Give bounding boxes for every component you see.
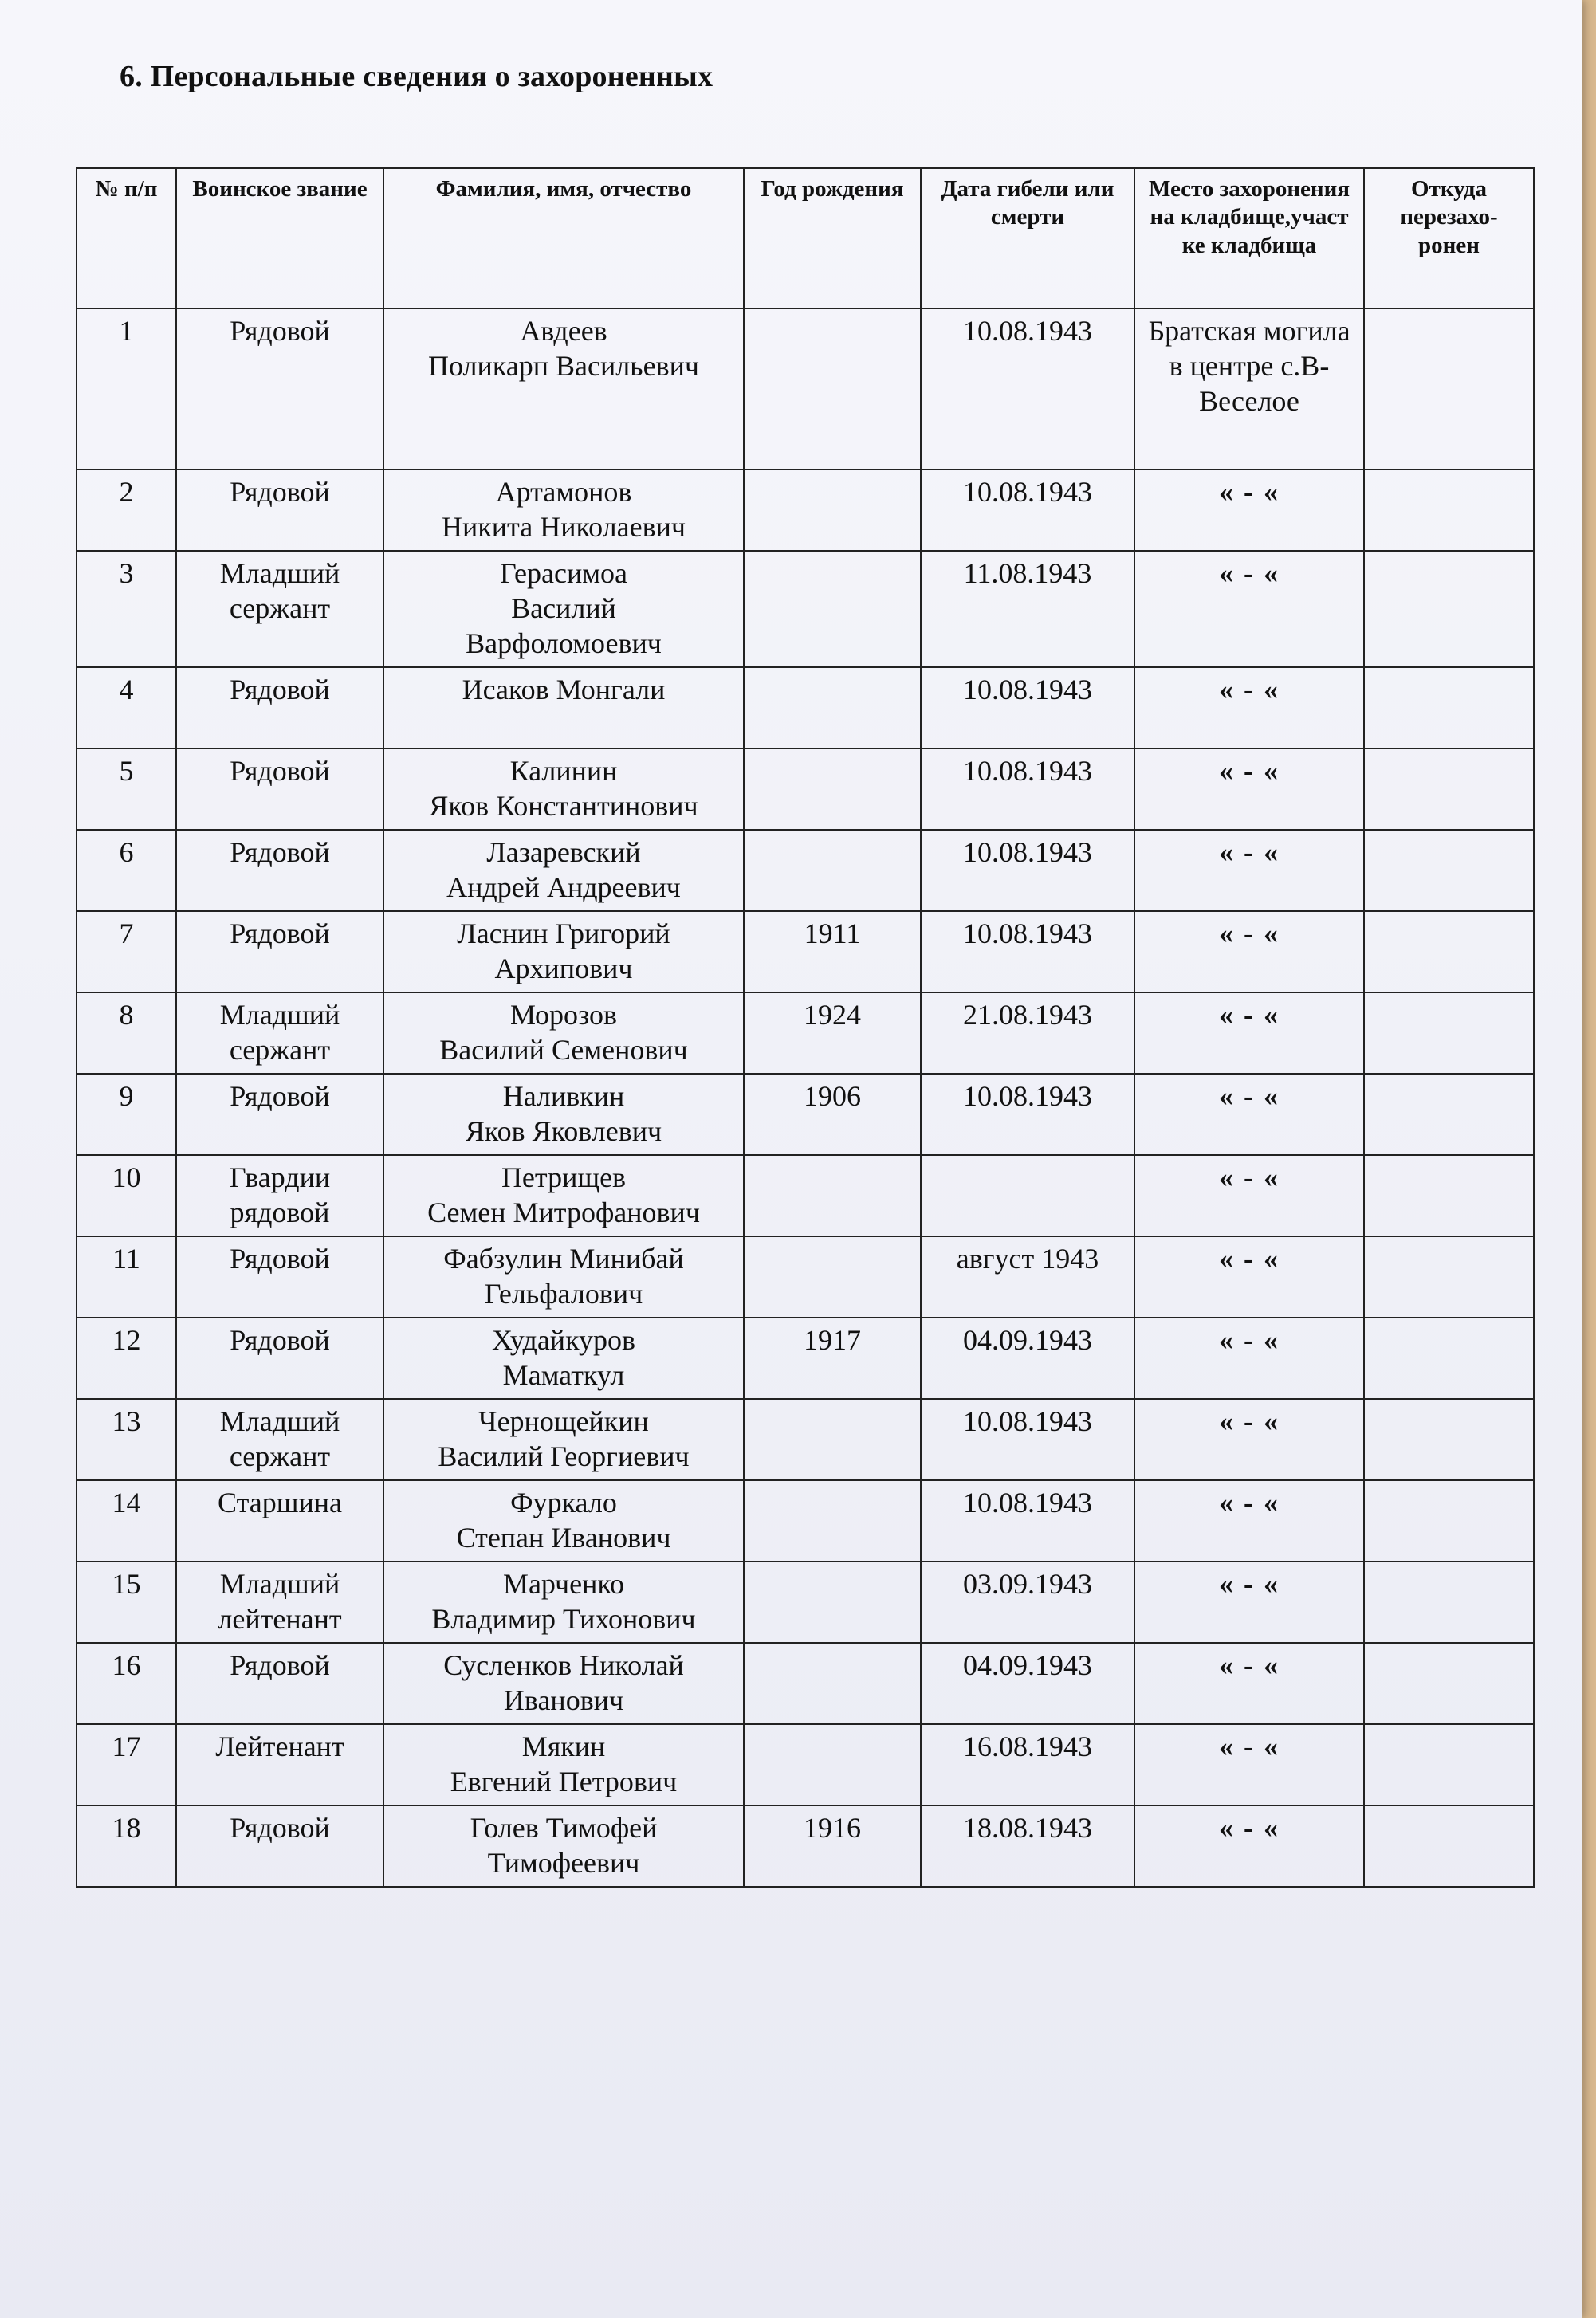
cell-name: Марченко Владимир Тихонович (383, 1562, 744, 1643)
cell-birth-year (744, 1724, 921, 1805)
cell-burial-place: « - « (1134, 1724, 1364, 1805)
table-row (77, 469, 1534, 551)
burials-table (76, 167, 1535, 1888)
cell-name: Ласнин Григорий Архипович (383, 911, 744, 992)
cell-reburied-from (1364, 748, 1534, 830)
table-row (77, 830, 1534, 911)
cell-reburied-from (1364, 830, 1534, 911)
cell-death-date (921, 1155, 1134, 1236)
cell-birth-year (744, 1236, 921, 1318)
cell-death-date: 10.08.1943 (921, 1480, 1134, 1562)
page-title: 6. Персональные сведения о захороненных (120, 60, 713, 93)
cell-rank: Рядовой (176, 1236, 383, 1318)
cell-birth-year (744, 308, 921, 469)
cell-rank: Рядовой (176, 469, 383, 551)
cell-reburied-from (1364, 551, 1534, 667)
cell-death-date: 10.08.1943 (921, 748, 1134, 830)
cell-burial-place: « - « (1134, 911, 1364, 992)
cell-rank: Рядовой (176, 748, 383, 830)
cell-reburied-from (1364, 1480, 1534, 1562)
table-row (77, 1805, 1534, 1887)
table-body (77, 308, 1534, 1887)
table-row (77, 1236, 1534, 1318)
cell-birth-year: 1911 (744, 911, 921, 992)
cell-burial-place: « - « (1134, 830, 1364, 911)
table-row (77, 1155, 1534, 1236)
cell-death-date: 10.08.1943 (921, 1399, 1134, 1480)
cell-death-date: 10.08.1943 (921, 469, 1134, 551)
cell-reburied-from (1364, 1724, 1534, 1805)
cell-name: Сусленков Николай Иванович (383, 1643, 744, 1724)
header-rank: Воинское звание (176, 168, 383, 308)
cell-birth-year: 1924 (744, 992, 921, 1074)
cell-rank: Рядовой (176, 308, 383, 469)
cell-name: Артамонов Никита Николаевич (383, 469, 744, 551)
cell-name: Мякин Евгений Петрович (383, 1724, 744, 1805)
cell-birth-year (744, 1643, 921, 1724)
cell-name: Фуркало Степан Иванович (383, 1480, 744, 1562)
cell-birth-year (744, 667, 921, 748)
table-row (77, 748, 1534, 830)
cell-rank: Гвардии рядовой (176, 1155, 383, 1236)
header-burial-place: Место захоронения на кладбище,участ ке кладбища (1134, 168, 1364, 308)
cell-name: Авдеев Поликарп Васильевич (383, 308, 744, 469)
cell-name: Петрищев Семен Митрофанович (383, 1155, 744, 1236)
header-birth-year: Год рождения (744, 168, 921, 308)
cell-rank: Младший сержант (176, 551, 383, 667)
cell-birth-year (744, 1562, 921, 1643)
table-row (77, 308, 1534, 469)
cell-death-date: 10.08.1943 (921, 1074, 1134, 1155)
cell-birth-year (744, 1399, 921, 1480)
cell-reburied-from (1364, 308, 1534, 469)
cell-death-date: 11.08.1943 (921, 551, 1134, 667)
cell-no: 14 (77, 1480, 176, 1562)
cell-name: Худайкуров Маматкул (383, 1318, 744, 1399)
cell-rank: Лейтенант (176, 1724, 383, 1805)
cell-rank: Младший сержант (176, 1399, 383, 1480)
cell-rank: Младший лейтенант (176, 1562, 383, 1643)
cell-death-date: 10.08.1943 (921, 308, 1134, 469)
cell-birth-year (744, 830, 921, 911)
cell-reburied-from (1364, 1318, 1534, 1399)
cell-no: 1 (77, 308, 176, 469)
cell-burial-place: « - « (1134, 1318, 1364, 1399)
cell-birth-year (744, 748, 921, 830)
cell-name: Исаков Монгали (383, 667, 744, 748)
table-row (77, 1074, 1534, 1155)
cell-reburied-from (1364, 1074, 1534, 1155)
cell-burial-place: « - « (1134, 1155, 1364, 1236)
table-row (77, 667, 1534, 748)
cell-birth-year: 1906 (744, 1074, 921, 1155)
table-row (77, 1399, 1534, 1480)
cell-no: 8 (77, 992, 176, 1074)
cell-reburied-from (1364, 1236, 1534, 1318)
cell-name: Фабзулин Минибай Гельфалович (383, 1236, 744, 1318)
cell-death-date: 21.08.1943 (921, 992, 1134, 1074)
cell-rank: Рядовой (176, 667, 383, 748)
cell-burial-place: « - « (1134, 748, 1364, 830)
cell-burial-place: Братская могила в центре с.В-Веселое (1134, 308, 1364, 469)
cell-reburied-from (1364, 469, 1534, 551)
cell-death-date: 04.09.1943 (921, 1643, 1134, 1724)
cell-birth-year (744, 1480, 921, 1562)
cell-name: Голев Тимофей Тимофеевич (383, 1805, 744, 1887)
table-row (77, 551, 1534, 667)
cell-no: 5 (77, 748, 176, 830)
cell-rank: Старшина (176, 1480, 383, 1562)
cell-burial-place: « - « (1134, 1805, 1364, 1887)
cell-burial-place: « - « (1134, 1643, 1364, 1724)
header-reburied-from: Откуда перезахо-ронен (1364, 168, 1534, 308)
cell-birth-year: 1917 (744, 1318, 921, 1399)
cell-no: 3 (77, 551, 176, 667)
table-row (77, 1724, 1534, 1805)
cell-death-date: 10.08.1943 (921, 667, 1134, 748)
cell-burial-place: « - « (1134, 1480, 1364, 1562)
table-row (77, 1643, 1534, 1724)
cell-burial-place: « - « (1134, 992, 1364, 1074)
header-no: № п/п (77, 168, 176, 308)
cell-no: 12 (77, 1318, 176, 1399)
cell-reburied-from (1364, 1643, 1534, 1724)
cell-no: 2 (77, 469, 176, 551)
cell-no: 16 (77, 1643, 176, 1724)
cell-death-date: 16.08.1943 (921, 1724, 1134, 1805)
cell-reburied-from (1364, 911, 1534, 992)
cell-reburied-from (1364, 1399, 1534, 1480)
cell-death-date: август 1943 (921, 1236, 1134, 1318)
cell-no: 4 (77, 667, 176, 748)
cell-reburied-from (1364, 1562, 1534, 1643)
cell-death-date: 03.09.1943 (921, 1562, 1134, 1643)
cell-name: Лазаревский Андрей Андреевич (383, 830, 744, 911)
cell-no: 11 (77, 1236, 176, 1318)
table-row (77, 1480, 1534, 1562)
header-name: Фамилия, имя, отчество (383, 168, 744, 308)
cell-no: 18 (77, 1805, 176, 1887)
cell-death-date: 04.09.1943 (921, 1318, 1134, 1399)
cell-birth-year (744, 1155, 921, 1236)
cell-no: 7 (77, 911, 176, 992)
cell-rank: Рядовой (176, 911, 383, 992)
cell-burial-place: « - « (1134, 1074, 1364, 1155)
table-header-row (77, 168, 1534, 308)
cell-reburied-from (1364, 667, 1534, 748)
cell-birth-year (744, 551, 921, 667)
cell-reburied-from (1364, 1155, 1534, 1236)
cell-name: Наливкин Яков Яковлевич (383, 1074, 744, 1155)
cell-name: Морозов Василий Семенович (383, 992, 744, 1074)
cell-no: 17 (77, 1724, 176, 1805)
cell-burial-place: « - « (1134, 667, 1364, 748)
cell-rank: Рядовой (176, 1074, 383, 1155)
cell-rank: Рядовой (176, 1805, 383, 1887)
table-row (77, 992, 1534, 1074)
cell-reburied-from (1364, 1805, 1534, 1887)
cell-rank: Рядовой (176, 1643, 383, 1724)
cell-burial-place: « - « (1134, 1562, 1364, 1643)
table-row (77, 911, 1534, 992)
cell-burial-place: « - « (1134, 551, 1364, 667)
cell-rank: Младший сержант (176, 992, 383, 1074)
header-death-date: Дата гибели или смерти (921, 168, 1134, 308)
cell-name: Чернощейкин Василий Георгиевич (383, 1399, 744, 1480)
cell-name: Калинин Яков Константинович (383, 748, 744, 830)
cell-birth-year: 1916 (744, 1805, 921, 1887)
cell-death-date: 10.08.1943 (921, 830, 1134, 911)
cell-no: 15 (77, 1562, 176, 1643)
cell-death-date: 18.08.1943 (921, 1805, 1134, 1887)
table-row (77, 1562, 1534, 1643)
cell-no: 10 (77, 1155, 176, 1236)
cell-no: 9 (77, 1074, 176, 1155)
cell-reburied-from (1364, 992, 1534, 1074)
cell-rank: Рядовой (176, 830, 383, 911)
cell-no: 6 (77, 830, 176, 911)
cell-burial-place: « - « (1134, 469, 1364, 551)
cell-birth-year (744, 469, 921, 551)
cell-rank: Рядовой (176, 1318, 383, 1399)
cell-name: Герасимоа Василий Варфоломоевич (383, 551, 744, 667)
cell-burial-place: « - « (1134, 1236, 1364, 1318)
cell-no: 13 (77, 1399, 176, 1480)
table-row (77, 1318, 1534, 1399)
cell-death-date: 10.08.1943 (921, 911, 1134, 992)
cell-burial-place: « - « (1134, 1399, 1364, 1480)
